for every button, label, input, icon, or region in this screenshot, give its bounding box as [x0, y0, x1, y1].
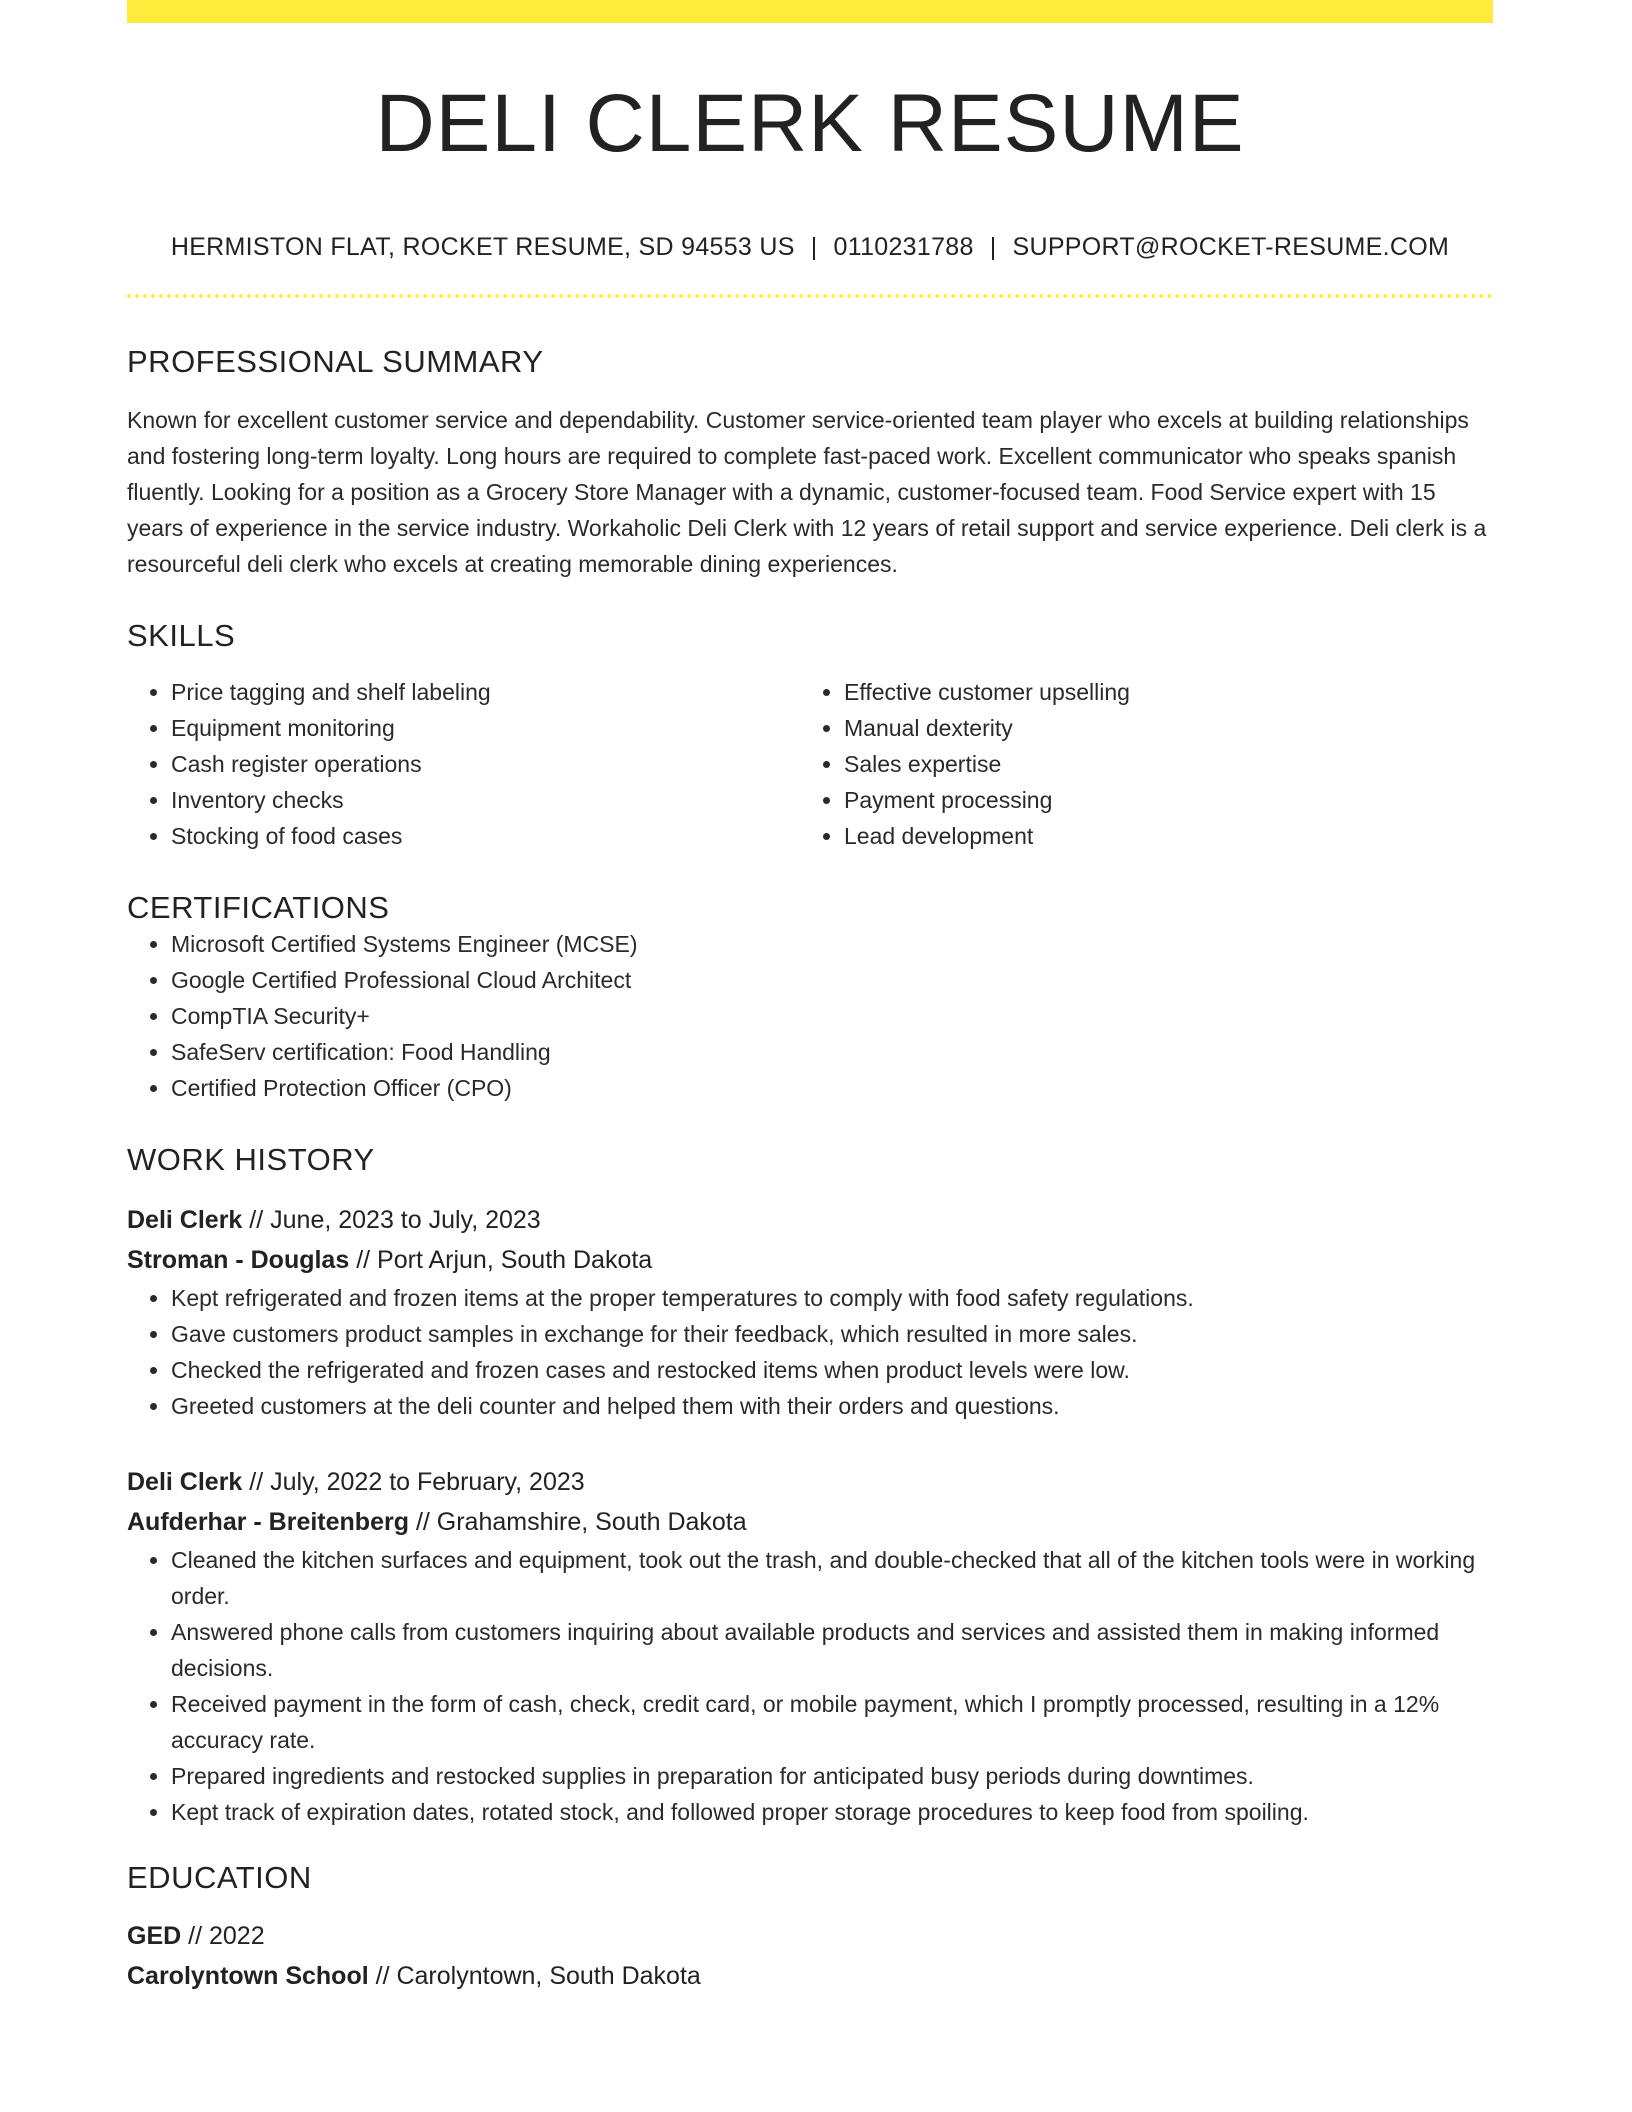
job-dates: // June, 2023 to July, 2023 [249, 1206, 541, 1235]
job-title-line [127, 1200, 1493, 1240]
summary-heading: PROFESSIONAL SUMMARY [127, 344, 544, 380]
job-duty: • Received payment in the form of cash, check, credit card, or mobile payment, which I promptly processed, resulting in a 12% accuracy rate. [171, 1686, 1493, 1758]
contact-email: SUPPORT@ROCKET-RESUME.COM [1012, 233, 1450, 262]
certifications-list [127, 926, 1493, 1106]
job-location: // Grahamshire, South Dakota [415, 1508, 747, 1537]
work-history-heading: WORK HISTORY [127, 1142, 375, 1178]
contact-address: HERMISTON FLAT, ROCKET RESUME, SD 94553 US [170, 233, 795, 262]
job-entry [127, 1200, 1493, 1424]
skill-item: • Price tagging and shelf labeling [171, 674, 800, 710]
job-duty: • Checked the refrigerated and frozen cases and restocked items when product levels were low. [171, 1352, 1493, 1388]
contact-separator: | [989, 233, 997, 262]
skills-column-right [800, 674, 1473, 854]
skill-item: • Lead development [844, 818, 1473, 854]
job-duty: • Kept refrigerated and frozen items at the proper temperatures to comply with food safety regulations. [171, 1280, 1493, 1316]
dotted-divider [127, 294, 1493, 298]
job-entry [127, 1462, 1493, 1830]
education-heading: EDUCATION [127, 1860, 312, 1896]
job-duty: • Greeted customers at the deli counter and helped them with their orders and questions. [171, 1388, 1493, 1424]
skill-item: • Payment processing [844, 782, 1473, 818]
resume-page [127, 0, 1493, 1996]
job-title: Deli Clerk [127, 1206, 243, 1235]
job-dates: // July, 2022 to February, 2023 [249, 1468, 585, 1497]
skill-item: • Equipment monitoring [171, 710, 800, 746]
skills-column-left [127, 674, 800, 854]
top-accent-bar [127, 0, 1493, 23]
skills-list-left [127, 674, 800, 854]
skill-item: • Stocking of food cases [171, 818, 800, 854]
skill-item: • Sales expertise [844, 746, 1473, 782]
skill-item: • Cash register operations [171, 746, 800, 782]
job-company: Stroman - Douglas [127, 1246, 350, 1275]
skills-heading: SKILLS [127, 618, 236, 654]
education-degree-line [127, 1916, 1493, 1956]
job-duties-list [127, 1280, 1493, 1424]
certifications-heading: CERTIFICATIONS [127, 890, 390, 926]
education-entry [127, 1916, 1493, 1996]
skill-item: • Effective customer upselling [844, 674, 1473, 710]
contact-phone: 0110231788 [833, 233, 974, 262]
education-location: // Carolyntown, South Dakota [375, 1962, 701, 1991]
education-school-line [127, 1956, 1493, 1996]
skill-item: • Manual dexterity [844, 710, 1473, 746]
skills-list-right [800, 674, 1473, 854]
contact-separator: | [810, 233, 818, 262]
resume-title: DELI CLERK RESUME [375, 78, 1245, 169]
job-company-line [127, 1240, 1493, 1280]
job-company: Aufderhar - Breitenberg [127, 1508, 409, 1537]
contact-line [127, 233, 1493, 262]
education-year: // 2022 [188, 1922, 265, 1951]
education-degree: GED [127, 1922, 182, 1951]
job-title: Deli Clerk [127, 1468, 243, 1497]
job-duties-list [127, 1542, 1493, 1830]
job-location: // Port Arjun, South Dakota [356, 1246, 653, 1275]
job-company-line [127, 1502, 1493, 1542]
certification-item: • Microsoft Certified Systems Engineer (MCSE) [171, 926, 1493, 962]
job-duty: • Kept track of expiration dates, rotated stock, and followed proper storage procedures to keep food from spoiling. [171, 1794, 1493, 1830]
job-title-line [127, 1462, 1493, 1502]
skills-grid [127, 674, 1493, 854]
summary-text: Known for excellent customer service and dependability. Customer service-oriented team player who excels at building relationships and fostering long-term loyalty. Long hours are required to complete fast-paced work. Excellent communicator who speaks spanish fluently. Looking for a position as a Grocery Store Manager with a dynamic, customer-focused team. Food Service expert with 15 years of experience in the service industry. Workaholic Deli Clerk with 12 years of retail support and service experience. Deli clerk is a resourceful deli clerk who excels at creating memorable dining experiences. [127, 407, 1487, 578]
certification-item: • Certified Protection Officer (CPO) [171, 1070, 1493, 1106]
job-duty: • Prepared ingredients and restocked supplies in preparation for anticipated busy periods during downtimes. [171, 1758, 1493, 1794]
certification-item: • CompTIA Security+ [171, 998, 1493, 1034]
job-duty: • Gave customers product samples in exchange for their feedback, which resulted in more sales. [171, 1316, 1493, 1352]
skill-item: • Inventory checks [171, 782, 800, 818]
education-school: Carolyntown School [127, 1962, 369, 1991]
certification-item: • Google Certified Professional Cloud Architect [171, 962, 1493, 998]
job-duty: • Answered phone calls from customers inquiring about available products and services and assisted them in making informed decisions. [171, 1614, 1493, 1686]
certification-item: • SafeServ certification: Food Handling [171, 1034, 1493, 1070]
job-duty: • Cleaned the kitchen surfaces and equipment, took out the trash, and double-checked that all of the kitchen tools were in working order. [171, 1542, 1493, 1614]
